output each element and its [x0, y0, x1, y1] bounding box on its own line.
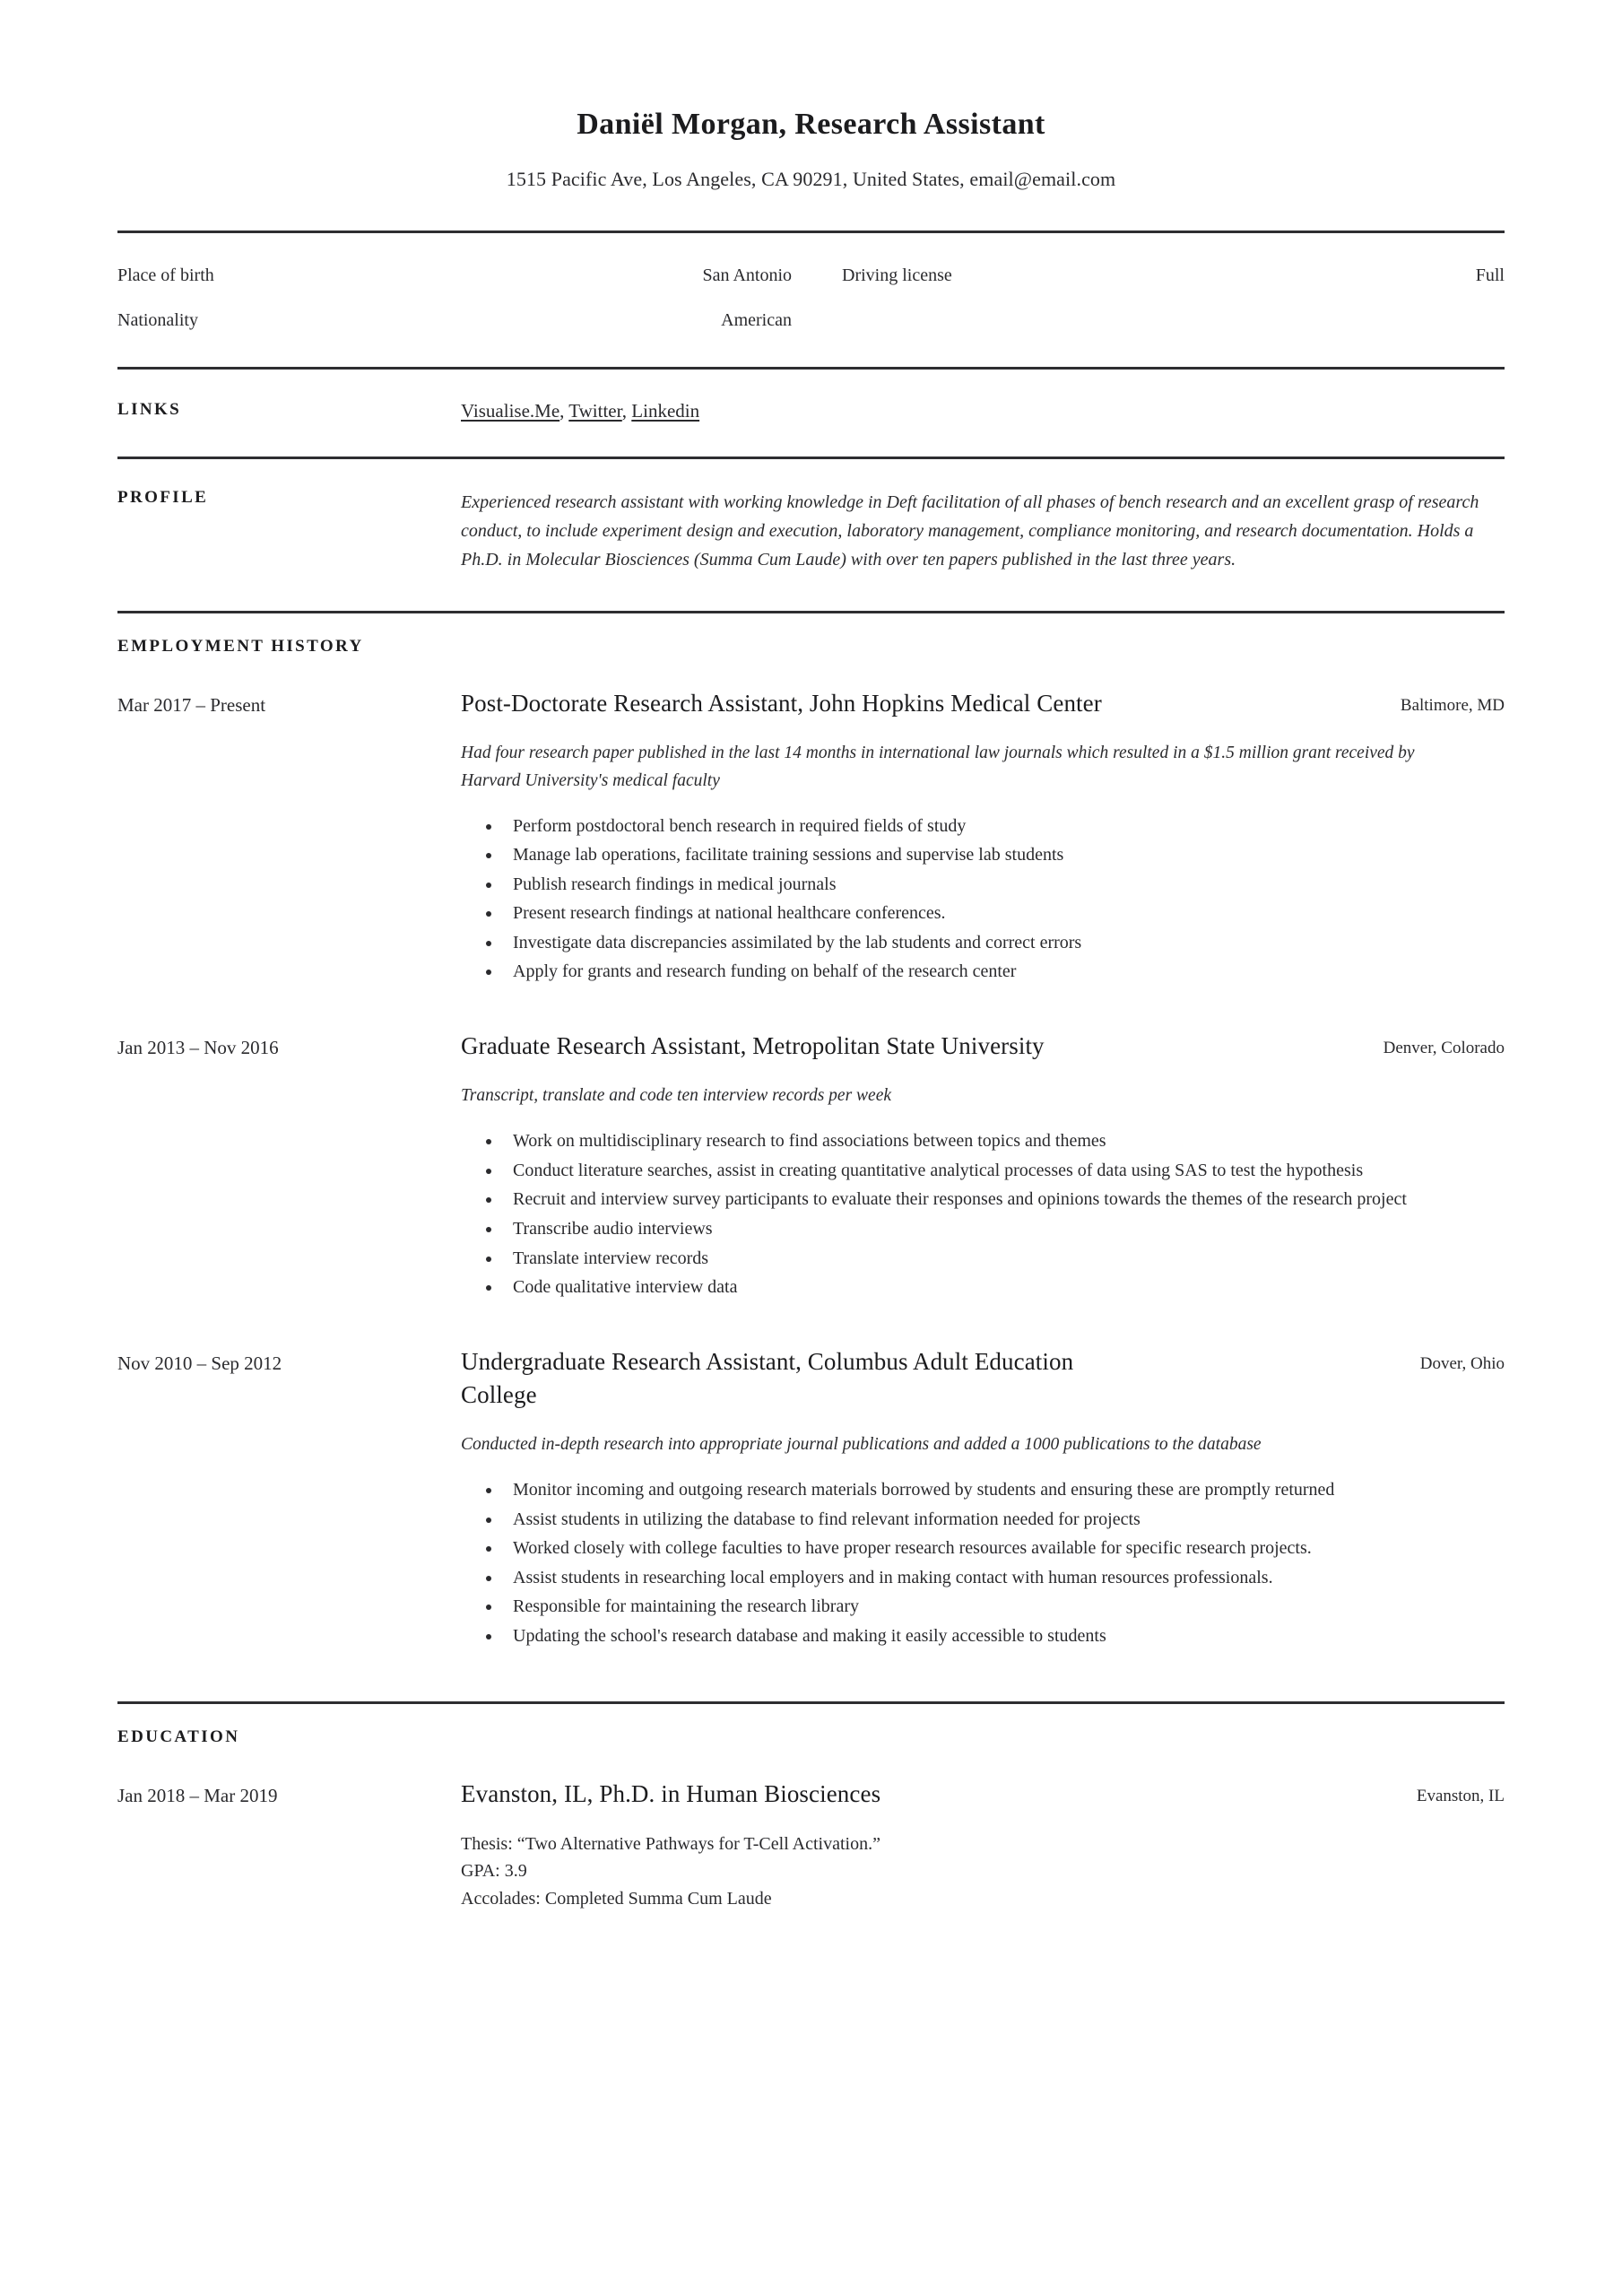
list-item: • Conduct literature searches, assist in creating quantitative analytical processes of data using SAS to test the hypothesis — [502, 1158, 1505, 1185]
list-item: • Investigate data discrepancies assimilated by the lab students and correct errors — [502, 930, 1505, 957]
entry-date: Nov 2010 – Sep 2012 — [117, 1352, 282, 1374]
profile-section-title-wrap — [117, 488, 461, 508]
entry-bullets — [461, 1477, 1505, 1650]
profile-section-title: PROFILE — [117, 487, 209, 507]
employment-entry — [117, 1030, 1505, 1304]
links-section-title-wrap — [117, 400, 461, 420]
detail-row — [117, 310, 1505, 331]
page-title: Daniël Morgan, Research Assistant — [577, 108, 1045, 141]
list-item: • Publish research findings in medical journals — [502, 872, 1505, 899]
list-item: • Manage lab operations, facilitate training sessions and supervise lab students — [502, 842, 1505, 869]
list-item: • Worked closely with college faculties to have proper research resources available for specific research projects. — [502, 1535, 1505, 1562]
link-separator: , — [621, 399, 632, 422]
profile-section — [117, 459, 1505, 611]
nationality-value: American — [721, 309, 792, 330]
employment-entry — [117, 687, 1505, 988]
employment-section — [117, 613, 1505, 1674]
links-section — [117, 370, 1505, 457]
entry-location: Denver, Colorado — [1383, 1039, 1505, 1058]
resume-header — [0, 0, 1622, 191]
entry-location: Evanston, IL — [1416, 1786, 1505, 1805]
education-thesis: Thesis: “Two Alternative Pathways for T-Cell Activation.” — [461, 1833, 880, 1854]
entry-bullets — [461, 813, 1505, 987]
list-item: • Code qualitative interview data — [502, 1274, 1505, 1301]
driving-license-label: Driving license — [842, 265, 952, 285]
education-entry — [117, 1778, 1505, 1912]
contact-line: 1515 Pacific Ave, Los Angeles, CA 90291, United States, email@email.com — [506, 167, 1116, 190]
nationality-label: Nationality — [117, 309, 198, 330]
entry-title: Post-Doctorate Research Assistant, John Hopkins Medical Center — [461, 689, 1102, 717]
entry-title: Undergraduate Research Assistant, Columbus Adult Education College — [461, 1347, 1074, 1408]
detail-row — [117, 265, 1505, 286]
list-item: • Assist students in utilizing the database to find relevant information needed for projects — [502, 1507, 1505, 1534]
personal-details-section — [117, 233, 1505, 367]
links-list — [461, 400, 1505, 422]
entry-location: Dover, Ohio — [1419, 1353, 1505, 1373]
list-item: • Transcribe audio interviews — [502, 1216, 1505, 1243]
employment-section-title: EMPLOYMENT HISTORY — [117, 636, 364, 656]
entry-date: Mar 2017 – Present — [117, 693, 266, 716]
place-of-birth-label: Place of birth — [117, 265, 214, 285]
employment-entry — [117, 1345, 1505, 1653]
link-separator: , — [559, 399, 569, 422]
list-item: • Responsible for maintaining the research library — [502, 1594, 1505, 1621]
header-spacer — [0, 191, 1622, 230]
entry-date: Jan 2013 – Nov 2016 — [117, 1037, 279, 1059]
list-item: • Perform postdoctoral bench research in required fields of study — [502, 813, 1505, 840]
education-details — [461, 1831, 1505, 1912]
profile-text: Experienced research assistant with working knowledge in Deft facilitation of all phases of bench research and an excellent grasp of research conduct, to include experiment design and execution, laboratory management, compliance monitoring, and research documentation. Holds a Ph.D. in Molecular Biosciences (Summa Cum Laude) with over ten papers published in the last three years. — [461, 491, 1479, 570]
entry-summary: Conducted in-depth research into appropriate journal publications and added a 1000 publications to the database — [461, 1435, 1262, 1455]
links-section-title: LINKS — [117, 399, 182, 419]
list-item: • Apply for grants and research funding on behalf of the research center — [502, 959, 1505, 986]
employment-section-title-wrap — [117, 637, 1505, 657]
entry-location: Baltimore, MD — [1400, 695, 1505, 715]
entry-title: Evanston, IL, Ph.D. in Human Biosciences — [461, 1779, 881, 1807]
driving-license-value: Full — [1475, 265, 1505, 285]
entry-summary: Transcript, translate and code ten interview records per week — [461, 1086, 892, 1106]
entry-summary: Had four research paper published in the last 14 months in international law journals which resulted in a $1.5 million grant received by Harvard University's medical faculty — [461, 743, 1415, 790]
link-twitter[interactable]: Twitter — [568, 399, 622, 422]
entry-bullets — [461, 1128, 1505, 1301]
place-of-birth-value: San Antonio — [702, 265, 792, 285]
education-section-title-wrap — [117, 1727, 1505, 1747]
list-item: • Recruit and interview survey participants to evaluate their responses and opinions towards the themes of the research project — [502, 1187, 1505, 1213]
employment-education-spacer — [0, 1674, 1622, 1701]
entry-title: Graduate Research Assistant, Metropolitan State University — [461, 1032, 1045, 1060]
education-accolades: Accolades: Completed Summa Cum Laude — [461, 1888, 772, 1909]
list-item: • Monitor incoming and outgoing research materials borrowed by students and ensuring these are promptly returned — [502, 1477, 1505, 1504]
list-item: • Translate interview records — [502, 1246, 1505, 1273]
entry-date: Jan 2018 – Mar 2019 — [117, 1784, 278, 1806]
list-item: • Assist students in researching local employers and in making contact with human resources professionals. — [502, 1565, 1505, 1592]
education-section-title: EDUCATION — [117, 1726, 240, 1746]
link-linkedin[interactable]: Linkedin — [631, 399, 700, 422]
list-item: • Work on multidisciplinary research to find associations between topics and themes — [502, 1128, 1505, 1155]
education-gpa: GPA: 3.9 — [461, 1861, 527, 1882]
link-visualise-me[interactable]: Visualise.Me — [461, 399, 560, 422]
education-section — [117, 1704, 1505, 1934]
list-item: • Updating the school's research database and making it easily accessible to students — [502, 1623, 1505, 1650]
list-item: • Present research findings at national healthcare conferences. — [502, 900, 1505, 927]
